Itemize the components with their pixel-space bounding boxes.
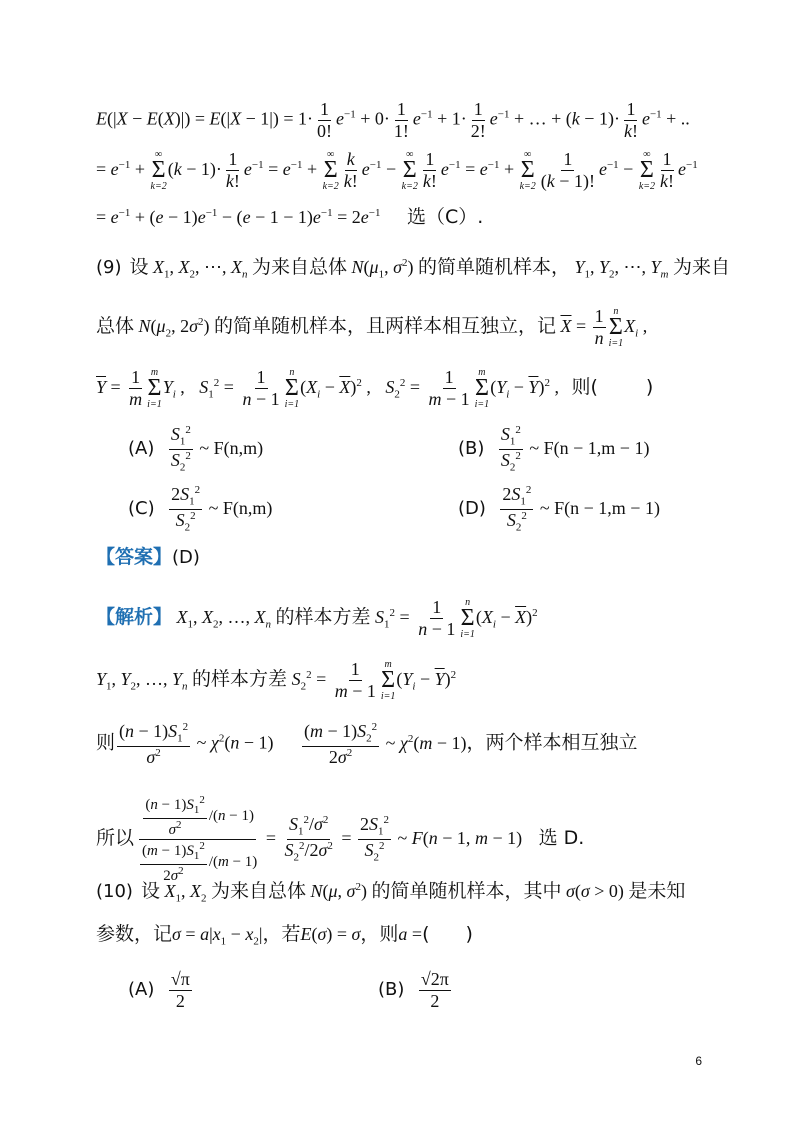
q9-option-d[interactable]: (D) $\frac{2S_1^2}{S_2^2}$ ~ F(n − 1,m − 1) bbox=[458, 484, 660, 534]
q9-option-c[interactable]: (C) $\frac{2S_1^2}{S_2^2}$ ~ F(n,m) bbox=[128, 484, 273, 534]
q10-label: (10) bbox=[96, 881, 133, 902]
expectation-line-3: = $e^{-1} + (e - 1)e^{-1} - (e - 1 - 1)e^{-1} = 2e^{-1}$ 选（C）. bbox=[96, 206, 484, 228]
q9-option-b[interactable]: (B) $\frac{S_1^2}{S_2^2}$ ~ F(n − 1,m − 1) bbox=[458, 424, 650, 474]
q9-analysis-line-2: $Y_1$, $Y_2$, …, $Y_n$ 的样本方差 $S_2^2$ = $\frac{1}{m - 1}$ m Σ i=1 $(Y_i - \overline{Y})^2$ bbox=[96, 659, 457, 702]
q9-line-3: $\overline{Y}$ = $\frac{1}{m}$ m Σ i=1 $Y_i$ , $S_1^2$ = $\frac{1}{n - 1}$ n Σ i=1 $(X_i - \overline{X})^2$ , $S_2^2$ = $\frac{1}{m - 1}$ m Σ i=1 $(Y_i - \overline{Y})^2$ , 则( ) bbox=[96, 367, 654, 410]
q9-line-1: (9) 设 $X_1$, $X_2$, ⋯, $X_n$ 为来自总体 $N(\mu_1$, $\sigma^2$) 的简单随机样本， $Y_1$, $Y_2$, ⋯, $Y_m$ 为来自 bbox=[96, 256, 731, 281]
q9-line-2: 总体 $N(\mu_2$, $2\sigma^2$) 的简单随机样本，且两样本相互独立，记 $\overline{X}$ = $\frac{1}{n}$ n Σ i=1 $X_i$ , bbox=[96, 306, 648, 349]
page-number: 6 bbox=[695, 1054, 702, 1068]
q9-label: (9) bbox=[96, 257, 122, 278]
expectation-line-2: = $e^{-1}$ + ∞ Σ k=2 (k − 1)· $\frac{1}{k!}$ $e^{-1} = e^{-1}$ + ∞ Σ k=2 $\frac{k}{k!}$ $e^{-1}$ − ∞ Σ k=2 $\frac{1}{k!}$ $e^{-1} = e^{-1}$ + ∞ Σ k=2 $\frac{1}{(k - 1)!}$ $e^{-1}$ − ∞ Σ k=2 $\frac{1}{k!}$ $e^{-1}$ bbox=[96, 149, 698, 192]
q9-option-a[interactable]: (A) $\frac{S_1^2}{S_2^2}$ ~ F(n,m) bbox=[128, 424, 264, 474]
answer-tag: 【答案】 bbox=[96, 546, 173, 568]
q9-analysis-line-4: 所以 $\frac{(n - 1)S_1^2}{\sigma^2}$ /(n − 1) $\frac{(m - 1)S_1^2}{2\sigma^2}$ /(m − 1) = $\frac{S_1^2/\sigma^2}{S_2^2/2\sigma^2}$ = $\frac{2S_1^2}{S_2^2}$ ~ F(n − 1, m − 1) 选 D. bbox=[96, 794, 585, 884]
q10-line-1: (10) 设 $X_1$, $X_2$ 为来自总体 N(μ, $\sigma^2$) 的简单随机样本，其中 σ(σ > 0) 是未知 bbox=[96, 880, 686, 905]
expectation-line-1: E(|X − E(X)|) = E(|X − 1|) = 1· $\frac{1}{0!}$ $e^{-1} + 0\cdot$ $\frac{1}{1!}$ $e^{-1} + 1\cdot$ $\frac{1}{2!}$ $e^{-1}$ + … + (k − 1)· $\frac{1}{k!}$ $e^{-1}$ + .. bbox=[96, 99, 690, 141]
q10-line-2: 参数，记$\sigma = a|x_1 - x_2|$，若E(σ) = σ，则a =( ) bbox=[96, 923, 473, 948]
analysis-tag: 【解析】 bbox=[96, 605, 173, 628]
q10-option-b[interactable]: (B) $\frac{√2\pi}{2}$ bbox=[378, 969, 449, 1011]
choose-c-text: 选（C）. bbox=[406, 206, 484, 228]
q9-answer: 【答案】(D) bbox=[96, 546, 200, 568]
q10-option-a[interactable]: (A) $\frac{√\pi}{2}$ bbox=[128, 969, 190, 1011]
q9-analysis-line-1: 【解析】 $X_1$, $X_2$, …, $X_n$ 的样本方差 $S_1^2$ = $\frac{1}{n - 1}$ n Σ i=1 $(X_i - \overline{X})^2$ bbox=[96, 597, 538, 640]
q9-analysis-line-3: 则 $\frac{(n - 1)S_1^2}{\sigma^2}$ ~ $\chi^2(n - 1)$ $\frac{(m - 1)S_2^2}{2\sigma^2}$ ~ $\chi^2(m - 1)$，两个样本相互独立 bbox=[96, 721, 638, 768]
